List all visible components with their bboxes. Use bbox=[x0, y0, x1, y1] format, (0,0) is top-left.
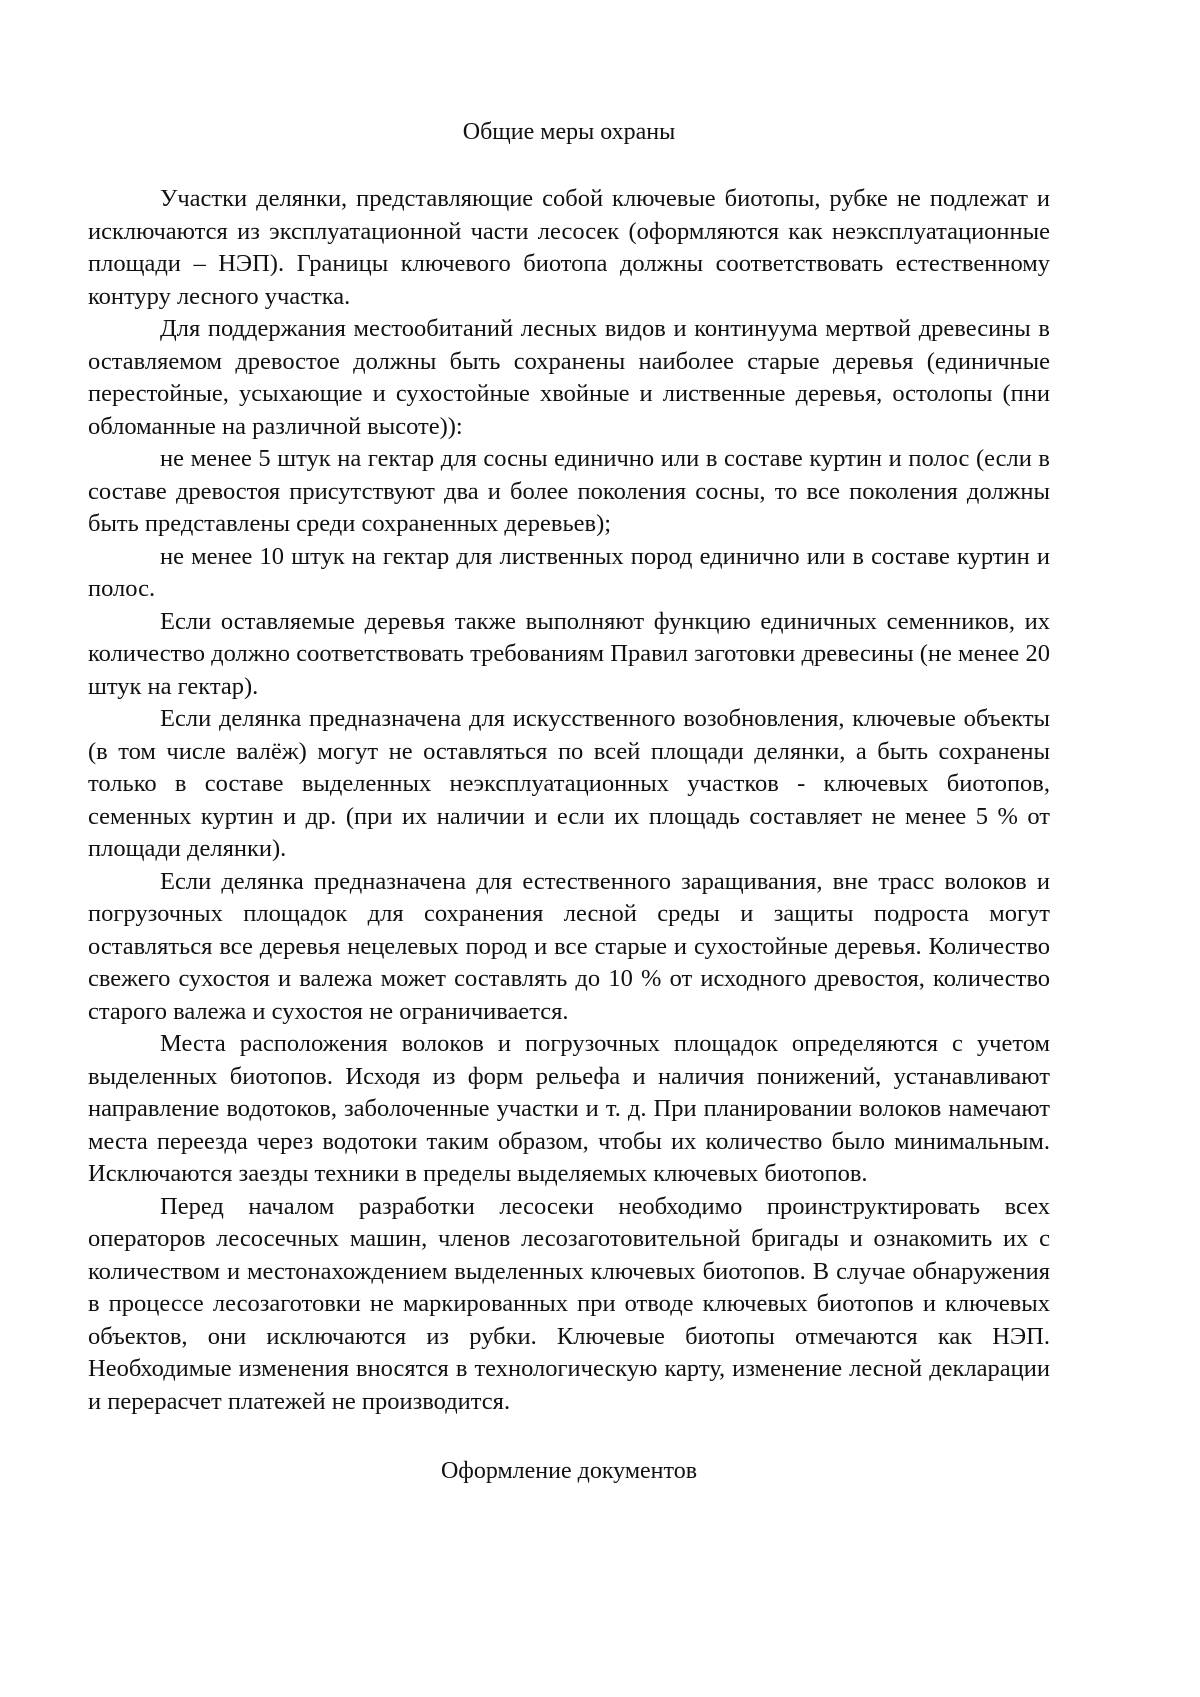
section-heading-documents: Оформление документов bbox=[440, 1458, 698, 1484]
paragraph: Если оставляемые деревья также выполняют функцию единичных семенников, их количество должно соответствовать требованиям Правил заготовки древесины (не менее 20 штук на гектар). bbox=[88, 607, 1050, 700]
paragraph: не менее 10 штук на гектар для лиственных пород единично или в составе куртин и полос. bbox=[88, 542, 1050, 602]
section-heading-protection: Общие меры охраны bbox=[462, 119, 676, 145]
document-page bbox=[88, 116, 1050, 1487]
paragraph: Места расположения волоков и погрузочных площадок определяются с учетом выделенных биотопов. Исходя из форм рельефа и наличия понижений, устанавливают направление водотоков, заболоченные участки и т. д. При планировании волоков намечают места переезда через водотоки таким образом, чтобы их количество было минимальным. Исключаются заезды техники в пределы выделяемых ключевых биотопов. bbox=[88, 1030, 1050, 1187]
paragraph: Участки делянки, представляющие собой ключевые биотопы, рубке не подлежат и исключаются из эксплуатационной части лесосек (оформляются как неэксплуатационные площади – НЭП). Границы ключевого биотопа должны соответствовать естественному контуру лесного участка. bbox=[88, 185, 1050, 310]
paragraph: Если делянка предназначена для естественного заращивания, вне трасс волоков и погрузочных площадок для сохранения лесной среды и защиты подроста могут оставляться все деревья нецелевых пород и все старые и сухостойные деревья. Количество свежего сухостоя и валежа может составлять до 10 % от исходного древостоя, количество старого валежа и сухостоя не ограничивается. bbox=[88, 867, 1050, 1025]
paragraph: Для поддержания местообитаний лесных видов и континуума мертвой древесины в оставляемом древостое должны быть сохранены наиболее старые деревья (единичные перестойные, усыхающие и сухостойные хвойные и лиственные деревья, остолопы (пни обломанные на различной высоте)): bbox=[88, 315, 1050, 440]
paragraph: Если делянка предназначена для искусственного возобновления, ключевые объекты (в том числе валёж) могут не оставляться по всей площади делянки, а быть сохранены только в составе выделенных неэксплуатационных участков - ключевых биотопов, семенных куртин и др. (при их наличии и если их площадь составляет не менее 5 % от площади делянки). bbox=[88, 705, 1050, 862]
paragraph: не менее 5 штук на гектар для сосны единично или в составе куртин и полос (если в составе древостоя присутствуют два и более поколения сосны, то все поколения должны быть представлены среди сохраненных деревьев); bbox=[88, 445, 1050, 537]
paragraph: Перед началом разработки лесосеки необходимо проинструктировать всех операторов лесосечных машин, членов лесозаготовительной бригады и ознакомить их с количеством и местонахождением выделенных ключевых биотопов. В случае обнаружения в процессе лесозаготовки не маркированных при отводе ключевых биотопов и ключевых объектов, они исключаются из рубки. Ключевые биотопы отмечаются как НЭП. Необходимые изменения вносятся в технологическую карту, изменение лесной декларации и перерасчет платежей не производится. bbox=[88, 1192, 1050, 1415]
